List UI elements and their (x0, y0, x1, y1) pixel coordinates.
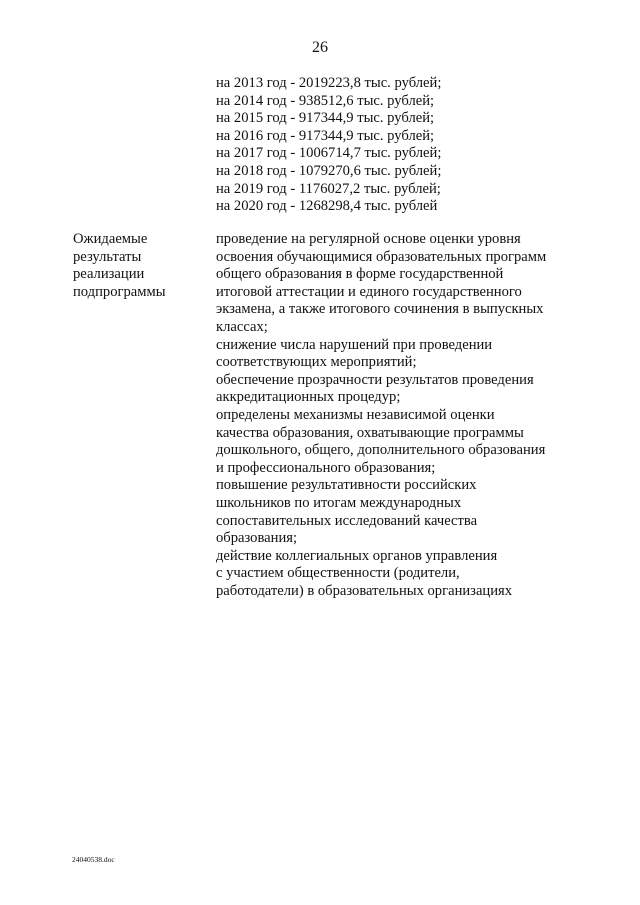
funding-line: на 2018 год - 1079270,6 тыс. рублей; (216, 162, 442, 179)
results-line: классах; (216, 318, 268, 335)
label-line: подпрограммы (73, 283, 166, 300)
results-line: проведение на регулярной основе оценки уровня (216, 231, 521, 247)
page-number: 26 (312, 39, 328, 56)
funding-line: на 2019 год - 1176027,2 тыс. рублей; (216, 180, 441, 197)
funding-line: на 2016 год - 917344,9 тыс. рублей; (216, 127, 435, 144)
results-line: обеспечение прозрачности результатов проведения (216, 371, 534, 388)
results-line: общего образования в форме государственной (216, 266, 504, 283)
results-line: действие коллегиальных органов управления (216, 547, 498, 564)
results-line: итоговой аттестации и единого государственного (216, 283, 522, 300)
funding-line: на 2014 год - 938512,6 тыс. рублей; (216, 92, 435, 109)
results-line: экзамена, а также итогового сочинения в выпускных (216, 301, 544, 318)
label-line: результаты (73, 248, 142, 265)
funding-line: на 2015 год - 917344,9 тыс. рублей; (216, 110, 435, 127)
funding-line: на 2017 год - 1006714,7 тыс. рублей; (216, 145, 442, 162)
funding-line: на 2013 год - 2019223,8 тыс. рублей; (216, 75, 442, 91)
funding-by-year (216, 75, 576, 216)
label-line: Ожидаемые (73, 231, 148, 247)
label-line: реализации (73, 266, 145, 283)
funding-line: на 2020 год - 1268298,4 тыс. рублей (216, 198, 438, 215)
results-line: качества образования, охватывающие программы (216, 424, 524, 441)
results-line: определены механизмы независимой оценки (216, 406, 495, 423)
expected-results-label (73, 231, 203, 301)
document-filename: 24040538.doc (72, 855, 115, 864)
results-line: снижение числа нарушений при проведении (216, 336, 493, 353)
results-line: освоения обучающимися образовательных программ (216, 248, 547, 265)
results-line: соответствующих мероприятий; (216, 354, 417, 371)
results-line: и профессионального образования; (216, 459, 436, 476)
results-line: сопоставительных исследований качества (216, 512, 478, 529)
expected-results-text (216, 231, 566, 600)
results-line: с участием общественности (родители, (216, 565, 460, 582)
results-line: работодатели) в образовательных организациях (216, 582, 513, 599)
results-line: аккредитационных процедур; (216, 389, 401, 406)
results-line: образования; (216, 530, 298, 547)
results-line: повышение результативности российских (216, 477, 477, 494)
results-line: дошкольного, общего, дополнительного образования (216, 442, 546, 459)
results-line: школьников по итогам международных (216, 494, 462, 511)
